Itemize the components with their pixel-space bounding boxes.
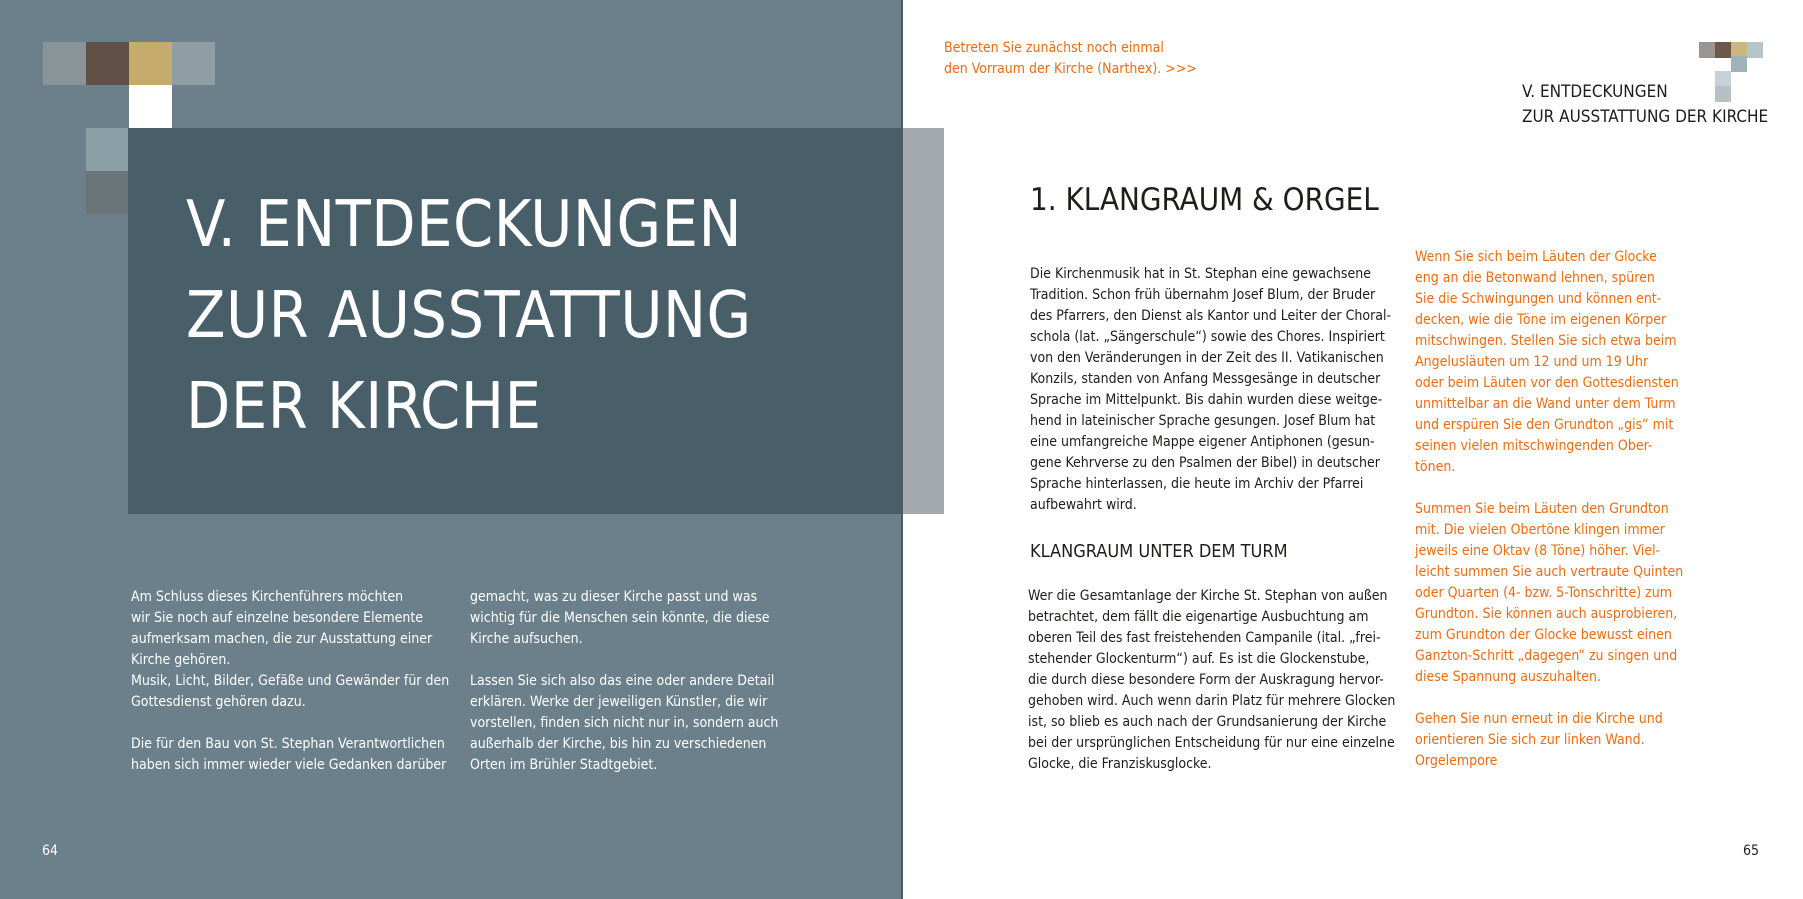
text-line: wichtig für die Menschen sein könnte, die diese: [470, 610, 770, 626]
text-line: betrachtet, dem fällt die eigenartige Ausbuchtung am: [1028, 609, 1369, 625]
intro-note: [944, 38, 1197, 80]
text-line: bei der ursprünglichen Entscheidung für nur eine einzelne: [1028, 735, 1395, 751]
text-line: seinen vielen mitschwingenden Ober-: [1415, 438, 1653, 454]
chapter-title-line: DER KIRCHE: [186, 370, 542, 444]
running-head: [1522, 80, 1768, 130]
text-line: Am Schluss dieses Kirchenführers möchten: [131, 589, 404, 605]
text-line: tönen.: [1415, 459, 1456, 475]
text-line: eine umfangreiche Mappe eigener Antiphonen (gesun-: [1030, 434, 1375, 450]
text-line: Summen Sie beim Läuten den Grundton: [1415, 501, 1669, 517]
text-line: orientieren Sie sich zur linken Wand.: [1415, 732, 1645, 748]
sidebar-instructions: [1415, 247, 1683, 772]
text-line: Kirche aufsuchen.: [470, 631, 583, 647]
text-line: Die Kirchenmusik hat in St. Stephan eine gewachsene: [1030, 266, 1371, 282]
text-line: von den Veränderungen in der Zeit des II. Vatikanischen: [1030, 350, 1384, 366]
text-line: [131, 713, 449, 734]
text-line: Tradition. Schon früh übernahm Josef Blum, der Bruder: [1030, 287, 1376, 303]
title-panel-edge: [901, 128, 944, 514]
text-line: gemacht, was zu dieser Kirche passt und was: [470, 589, 758, 605]
text-line: Betreten Sie zunächst noch einmal: [944, 40, 1164, 56]
page-gutter: [901, 0, 903, 899]
text-line: oder beim Läuten vor den Gottesdiensten: [1415, 375, 1679, 391]
text-line: hend in lateinischer Sprache gesungen. Josef Blum hat: [1030, 413, 1376, 429]
text-line: Sprache im Mittelpunkt. Bis dahin wurden diese weitge-: [1030, 392, 1383, 408]
text-line: oberen Teil des fast freistehenden Campanile (ital. „frei-: [1028, 630, 1381, 646]
text-line: wir Sie noch auf einzelne besondere Elemente: [131, 610, 424, 626]
body-text-2: [1028, 586, 1395, 775]
text-line: diese Spannung auszuhalten.: [1415, 669, 1601, 685]
text-line: außerhalb der Kirche, bis hin zu verschiedenen: [470, 736, 767, 752]
text-line: den Vorraum der Kirche (Narthex). >>>: [944, 61, 1197, 77]
text-line: Musik, Licht, Bilder, Gefäße und Gewänder für den: [131, 673, 450, 689]
text-line: ist, so blieb es auch nach der Grundsanierung der Kirche: [1028, 714, 1387, 730]
text-line: Gehen Sie nun erneut in die Kirche und: [1415, 711, 1663, 727]
text-line: unmittelbar an die Wand unter dem Turm: [1415, 396, 1676, 412]
text-line: Die für den Bau von St. Stephan Verantwortlichen: [131, 736, 445, 752]
intro-text-column-2: [470, 587, 778, 776]
text-line: zum Grundton der Glocke bewusst einen: [1415, 627, 1672, 643]
text-line: gene Kehrverse zu den Psalmen der Bibel) in deutscher: [1030, 455, 1380, 471]
text-line: Sprache hinterlassen, die heute im Archiv der Pfarrei: [1030, 476, 1364, 492]
text-line: erklären. Werke der jeweiligen Künstler, die wir: [470, 694, 768, 710]
text-line: des Pfarrers, den Dienst als Kantor und Leiter der Choral-: [1030, 308, 1392, 324]
text-line: Ganzton-Schritt „dagegen“ zu singen und: [1415, 648, 1678, 664]
text-line: Wenn Sie sich beim Läuten der Glocke: [1415, 249, 1657, 265]
text-line: Lassen Sie sich also das eine oder andere Detail: [470, 673, 775, 689]
text-line: [1415, 688, 1683, 709]
chapter-title-line: ZUR AUSSTATTUNG: [186, 279, 752, 353]
text-line: decken, wie die Töne im eigenen Körper: [1415, 312, 1667, 328]
text-line: Konzils, standen von Anfang Messgesänge in deutscher: [1030, 371, 1381, 387]
text-line: stehender Glockenturm“) auf. Es ist die Glockenstube,: [1028, 651, 1370, 667]
body-text-1: [1030, 264, 1391, 516]
text-line: vorstellen, finden sich nicht nur in, sondern auch: [470, 715, 779, 731]
text-line: mitschwingen. Stellen Sie sich etwa beim: [1415, 333, 1677, 349]
text-line: Orten im Brühler Stadtgebiet.: [470, 757, 658, 773]
running-head-line: V. ENTDECKUNGEN: [1522, 82, 1668, 102]
text-line: aufmerksam machen, die zur Ausstattung einer: [131, 631, 433, 647]
page-number-left: 64: [42, 843, 59, 859]
text-line: Sie die Schwingungen und können ent-: [1415, 291, 1662, 307]
text-line: Gottesdienst gehören dazu.: [131, 694, 306, 710]
page-number-right: 65: [1743, 843, 1760, 859]
text-line: Grundton. Sie können auch ausprobieren,: [1415, 606, 1678, 622]
running-head-line: ZUR AUSSTATTUNG DER KIRCHE: [1522, 107, 1769, 127]
text-line: [470, 650, 778, 671]
text-line: gehoben wird. Auch wenn darin Platz für mehrere Glocken: [1028, 693, 1396, 709]
text-line: oder Quarten (4- bzw. 5-Tonschritte) zum: [1415, 585, 1673, 601]
chapter-title-line: V. ENTDECKUNGEN: [186, 188, 743, 262]
text-line: jeweils eine Oktav (8 Töne) höher. Viel-: [1415, 543, 1661, 559]
text-line: Angelusläuten um 12 und um 19 Uhr: [1415, 354, 1649, 370]
text-line: mit. Die vielen Obertöne klingen immer: [1415, 522, 1665, 538]
text-line: haben sich immer wieder viele Gedanken darüber: [131, 757, 447, 773]
text-line: schola (lat. „Sängerschule“) sowie des Chores. Inspiriert: [1030, 329, 1385, 345]
text-line: [1415, 478, 1683, 499]
text-line: eng an die Betonwand lehnen, spüren: [1415, 270, 1655, 286]
section-heading: 1. KLANGRAUM & ORGEL: [1030, 182, 1379, 218]
text-line: Orgelempore: [1415, 753, 1498, 769]
text-line: leicht summen Sie auch vertraute Quinten: [1415, 564, 1684, 580]
text-line: Kirche gehören.: [131, 652, 231, 668]
text-line: aufbewahrt wird.: [1030, 497, 1137, 513]
subheading: KLANGRAUM UNTER DEM TURM: [1030, 541, 1288, 562]
text-line: die durch diese besondere Form der Auskragung hervor-: [1028, 672, 1384, 688]
text-line: Glocke, die Franziskusglocke.: [1028, 756, 1212, 772]
text-line: und erspüren Sie den Grundton „gis“ mit: [1415, 417, 1674, 433]
intro-text-column-1: [131, 587, 449, 776]
text-line: Wer die Gesamtanlage der Kirche St. Stephan von außen: [1028, 588, 1388, 604]
